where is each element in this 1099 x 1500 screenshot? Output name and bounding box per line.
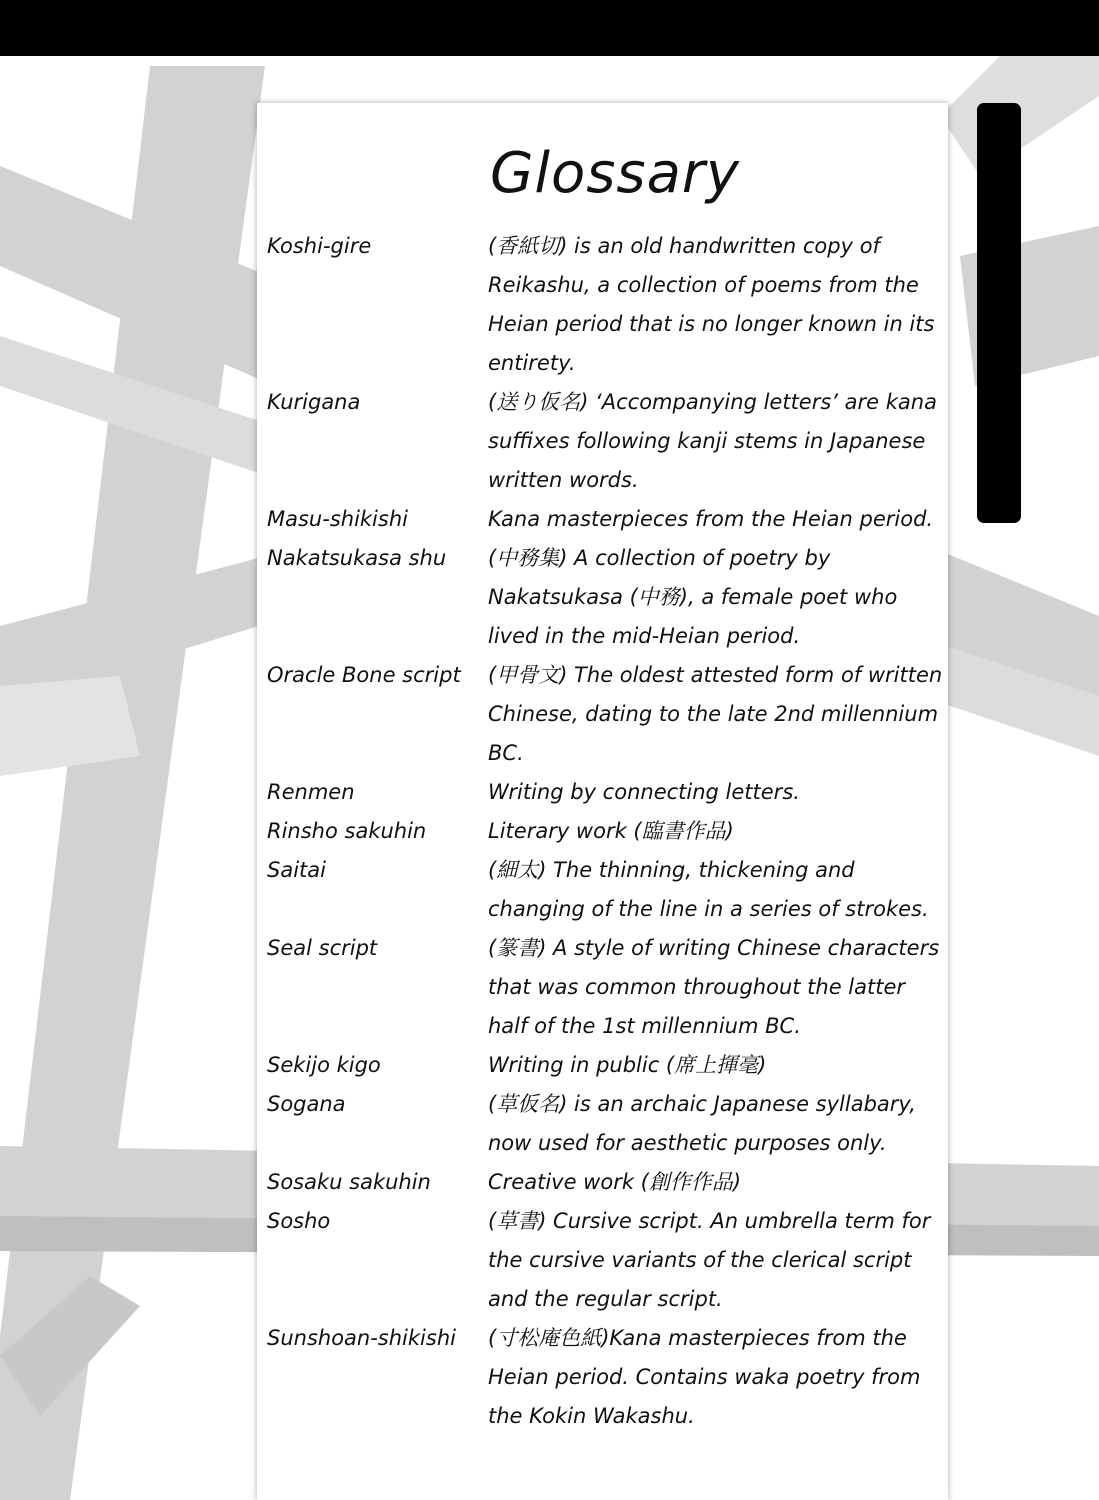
glossary-entry <box>267 539 957 656</box>
glossary-term: Sunshoan-shikishi <box>267 1326 456 1350</box>
glossary-term: Sosaku sakuhin <box>267 1170 431 1194</box>
glossary-entry <box>267 929 957 1046</box>
glossary-entry <box>267 812 957 851</box>
glossary-definition: Kana masterpieces from the Heian period. <box>488 507 934 531</box>
glossary-term: Nakatsukasa shu <box>267 546 447 570</box>
glossary-term: Sekijo kigo <box>267 1053 381 1077</box>
glossary-definition: (篆書) A style of writing Chinese characters that was common throughout the latter half of the 1st millennium BC. <box>488 936 940 1038</box>
glossary-term: Saitai <box>267 858 326 882</box>
glossary-definition: (寸松庵色紙)Kana masterpieces from the Heian period. Contains waka poetry from the Kokin Wakashu. <box>488 1326 921 1428</box>
glossary-entry <box>267 500 957 539</box>
top-bar <box>0 0 1099 56</box>
glossary-definition: Creative work (創作作品) <box>488 1170 742 1194</box>
glossary-entry <box>267 383 957 500</box>
page-title: Glossary <box>490 141 741 206</box>
glossary-term: Masu-shikishi <box>267 507 408 531</box>
scrollbar-thumb[interactable] <box>977 103 1021 523</box>
glossary-term: Rinsho sakuhin <box>267 819 427 843</box>
glossary-entry <box>267 1085 957 1163</box>
glossary-term: Sosho <box>267 1209 331 1233</box>
glossary-entry <box>267 1163 957 1202</box>
glossary-definition: (細太) The thinning, thickening and changing of the line in a series of strokes. <box>488 858 929 921</box>
glossary-entry <box>267 1202 957 1319</box>
glossary-definition: Writing in public (席上揮毫) <box>488 1053 767 1077</box>
glossary-definition: (中務集) A collection of poetry by Nakatsukasa (中務), a female poet who lived in the mid-Heian period. <box>488 546 898 648</box>
glossary-definition: Writing by connecting letters. <box>488 780 800 804</box>
glossary-term: Koshi-gire <box>267 234 372 258</box>
glossary-list <box>267 227 957 1436</box>
glossary-entry <box>267 773 957 812</box>
glossary-entry <box>267 1046 957 1085</box>
glossary-definition: (送り仮名) ‘Accompanying letters’ are kana suffixes following kanji stems in Japanese written words. <box>488 390 937 492</box>
glossary-entry <box>267 227 957 383</box>
glossary-definition: (甲骨文) The oldest attested form of written Chinese, dating to the late 2nd millennium BC. <box>488 663 943 765</box>
glossary-definition: (香紙切) is an old handwritten copy of Reikashu, a collection of poems from the Heian period that is no longer known in its entirety. <box>488 234 935 375</box>
glossary-definition: (草仮名) is an archaic Japanese syllabary, now used for aesthetic purposes only. <box>488 1092 916 1155</box>
glossary-term: Sogana <box>267 1092 346 1116</box>
glossary-entry <box>267 851 957 929</box>
glossary-definition: Literary work (臨書作品) <box>488 819 734 843</box>
glossary-term: Renmen <box>267 780 355 804</box>
glossary-term: Seal script <box>267 936 378 960</box>
glossary-term: Kurigana <box>267 390 361 414</box>
glossary-definition: (草書) Cursive script. An umbrella term for the cursive variants of the clerical script and the regular script. <box>488 1209 931 1311</box>
glossary-entry <box>267 656 957 773</box>
glossary-entry <box>267 1319 957 1436</box>
glossary-term: Oracle Bone script <box>267 663 461 687</box>
